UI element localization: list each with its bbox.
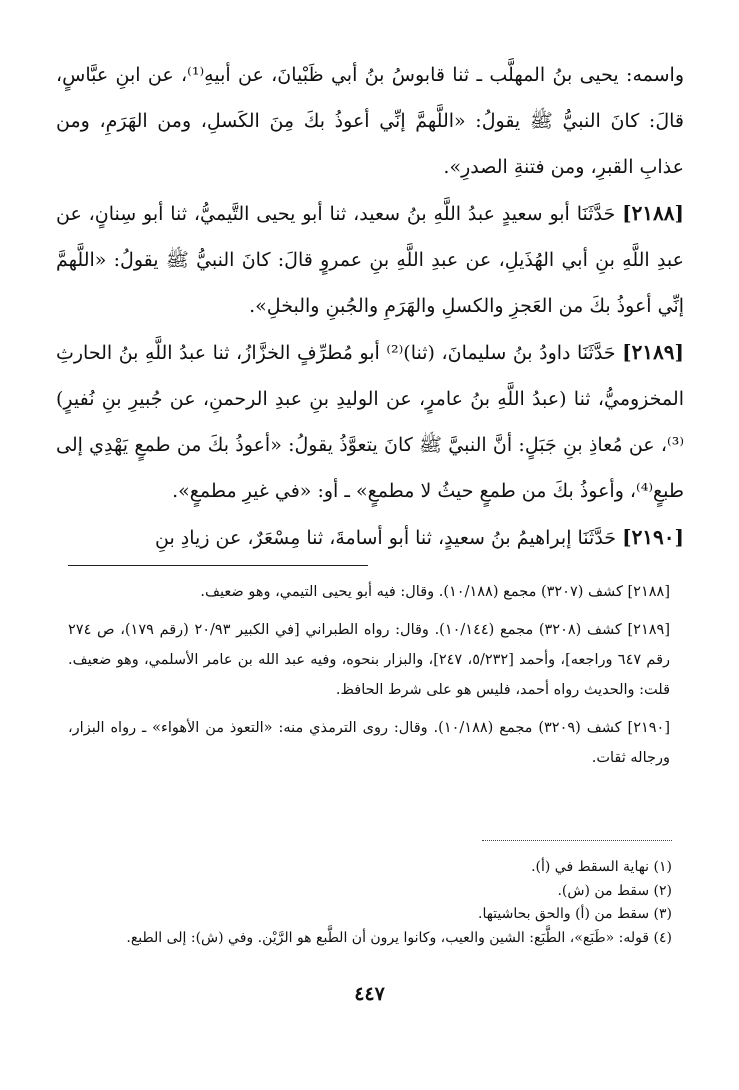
reference-2188 bbox=[68, 577, 670, 607]
hadith-2188 bbox=[56, 190, 684, 329]
page-number: ٤٤٧ bbox=[354, 983, 385, 1005]
reference-2189 bbox=[68, 615, 670, 705]
notes-dotted-divider bbox=[482, 840, 672, 841]
hadith-intro-text: واسمه: يحيى بنُ المهلَّب ـ ثنا قابوسُ بنُ أبي ظَبْيانَ، عن أبيهِ⁽¹⁾، عن ابنِ عبَّاسٍ، قالَ: كانَ النبيُّ ﷺ يقولُ: «اللَّهمَّ إنِّي أعوذُ بكَ مِنَ الكَسلِ، ومن الهَرَمِ، ومن عذابِ القبرِ، ومن فتنةِ الصدرِ». bbox=[56, 64, 684, 178]
footnotes-list bbox=[60, 856, 672, 950]
reference-text: كشف (٣٢٠٧) مجمع (١٠/١٨٨). وقال: فيه أبو يحيى التيمي، وهو ضعيف. bbox=[200, 584, 623, 600]
hadith-number: [٢١٩٠] bbox=[622, 525, 684, 549]
reference-text: كشف (٣٢٠٨) مجمع (١٠/١٤٤). وقال: رواه الطبراني [في الكبير ٢٠/٩٣ (رقم ١٧٩)، ص ٢٧٤ رقم ٦٤٧ وراجعه]، وأحمد [٥/٢٣٢، ٢٤٧]، والبزار بنحوه، وفيه عبد الله بن عامر الأسلمي، وهو ضعيف. قلت: والحديث رواه أحمد، فليس هو على شرط الحافظ. bbox=[68, 622, 671, 698]
main-text bbox=[56, 52, 684, 561]
footnote-number: (٢) bbox=[653, 882, 672, 899]
footnote-item bbox=[60, 880, 672, 904]
hadith-2190 bbox=[56, 514, 684, 561]
footnote-text: سقط من (ش). bbox=[557, 882, 650, 899]
footnote-item bbox=[60, 927, 672, 951]
footnote-text: سقط من (أ) والحق بحاشيتها. bbox=[478, 906, 650, 922]
reference-text: كشف (٣٢٠٩) مجمع (١٠/١٨٨). وقال: روى الترمذي منه: «التعوذ من الأهواء» ـ رواه البزار، ورجاله ثقات. bbox=[68, 720, 670, 766]
footnote-number: (٤) bbox=[653, 929, 672, 946]
footnote-text: نهاية السقط في (أ). bbox=[531, 859, 650, 875]
reference-number: [٢١٩٠] bbox=[627, 720, 671, 736]
hadith-text: حَدَّثَنَا إبراهيمُ بنُ سعيدٍ، ثنا أبو أسامةَ، ثنا مِسْعَرٌ، عن زيادِ بنِ bbox=[155, 527, 617, 549]
hadith-text: حَدَّثَنَا أبو سعيدٍ عبدُ اللَّهِ بنُ سعيد، ثنا أبو يحيى التَّيميُّ، ثنا أبو سِنانٍ، عن عبدِ اللَّهِ بنِ أبي الهُذَيلِ، عن عبدِ اللَّهِ بنِ عمروٍ قالَ: كانَ النبيُّ ﷺ يقولُ: «اللَّهمَّ إنِّي أعوذُ بكَ من العَجزِ والكسلِ والهَرَمِ والجُبنِ والبخلِ». bbox=[56, 203, 684, 317]
hadith-number: [٢١٨٨] bbox=[622, 201, 684, 225]
footnote-item bbox=[60, 903, 672, 927]
hadith-text: حَدَّثَنَا داودُ بنُ سليمانَ، (ثنا)⁽²⁾ أبو مُطرِّفٍ الخزَّازُ، ثنا عبدُ اللَّهِ بنُ الحارثِ المخزوميُّ، ثنا (عبدُ اللَّهِ بنُ عامرٍ، عن الوليدِ بنِ عبدِ الرحمنِ، عن جُبيرِ بنِ نُفيرٍ)⁽³⁾، عن مُعاذِ بنِ جَبَلٍ: أنَّ النبيَّ ﷺ كانَ يتعوَّذُ يقولُ: «أعوذُ بكَ من طمعٍ يَهْدِي إلى طبعٍ⁽⁴⁾، وأعوذُ بكَ من طمعٍ حيثُ لا مطمعٍ» ـ أو: «في غيرِ مطمعٍ». bbox=[56, 342, 684, 502]
reference-number: [٢١٨٩] bbox=[627, 622, 670, 638]
footnote-number: (١) bbox=[653, 859, 672, 875]
hadith-number: [٢١٨٩] bbox=[622, 340, 684, 364]
hadith-2189 bbox=[56, 329, 684, 514]
reference-2190 bbox=[68, 713, 670, 773]
footnote-item bbox=[60, 856, 672, 880]
footnote-divider bbox=[68, 565, 368, 566]
footnote-number: (٣) bbox=[653, 906, 672, 922]
reference-number: [٢١٨٨] bbox=[627, 584, 670, 600]
references-section bbox=[68, 577, 670, 781]
footnote-text: قوله: «طَبَع»، الطَّبَع: الشين والعيب، وكانوا يرون أن الطَّبع هو الرَّيْن. وفي (ش): إلى الطبع. bbox=[126, 929, 650, 946]
